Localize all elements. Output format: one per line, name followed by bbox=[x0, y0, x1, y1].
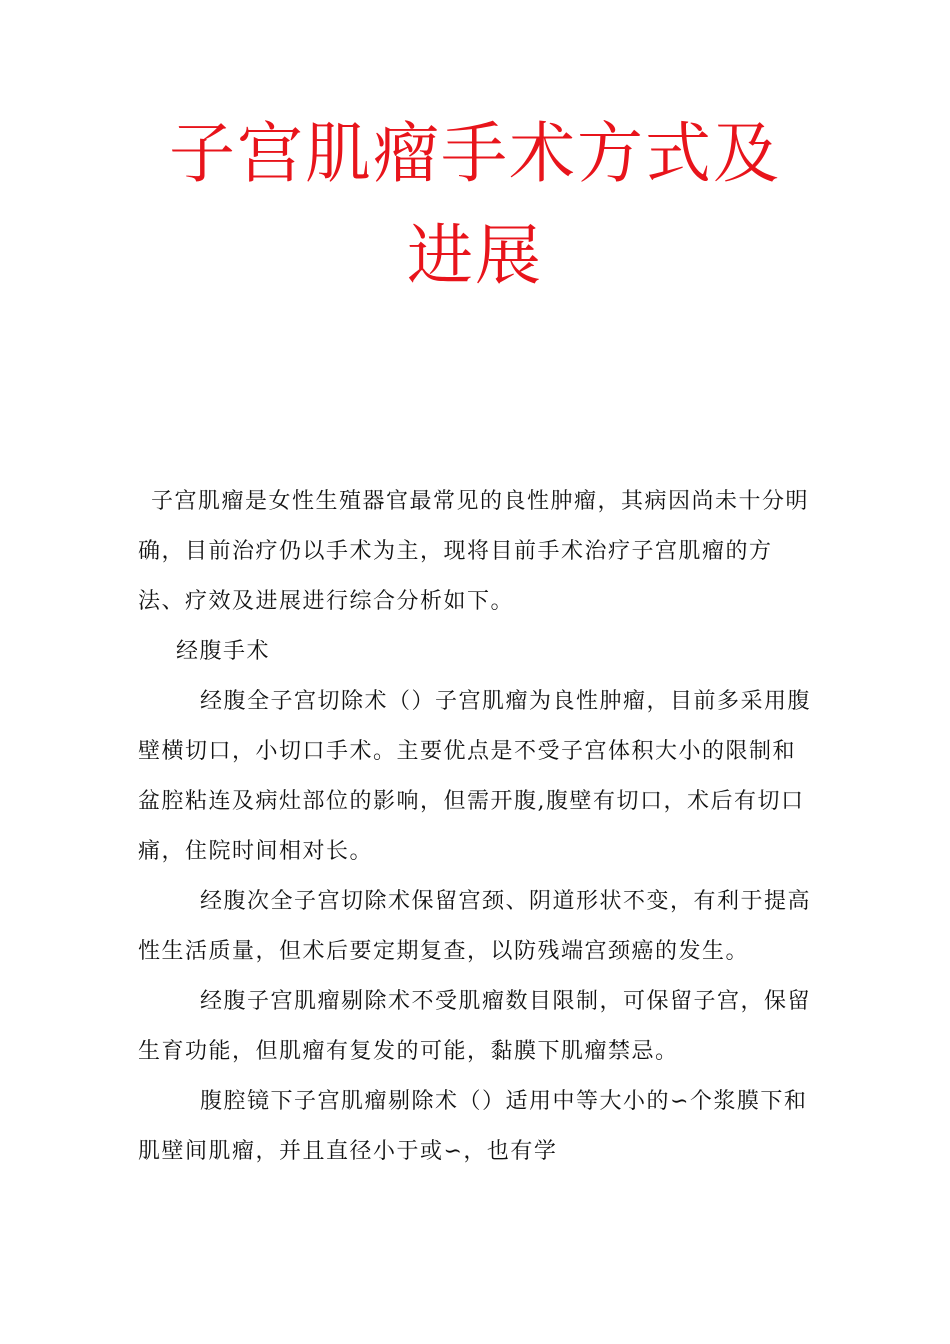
document-title-line-2: 进展 bbox=[407, 217, 543, 294]
document-title-line-1: 子宫肌瘤手术方式及 bbox=[169, 115, 781, 192]
paragraph-laparoscopic-myomectomy: 腹腔镜下子宫肌瘤剔除术（）适用中等大小的∽个浆膜下和肌壁间肌瘤，并且直径小于或∽，也有学 bbox=[138, 1089, 808, 1164]
section-heading: 经腹手术 bbox=[176, 639, 271, 664]
intro-paragraph: 子宫肌瘤是女性生殖器官最常见的良性肿瘤，其病因尚未十分明确，目前治疗仍以手术为主，现将目前手术治疗子宫肌瘤的方法、疗效及进展进行综合分析如下。 bbox=[138, 489, 810, 614]
paragraph-myomectomy: 经腹子宫肌瘤剔除术不受肌瘤数目限制，可保留子宫，保留生育功能，但肌瘤有复发的可能，黏膜下肌瘤禁忌。 bbox=[138, 989, 812, 1064]
paragraph-subtotal-hysterectomy: 经腹次全子宫切除术保留宫颈、阴道形状不变，有利于提高性生活质量，但术后要定期复查，以防残端宫颈癌的发生。 bbox=[138, 889, 812, 964]
paragraph-total-hysterectomy: 经腹全子宫切除术（）子宫肌瘤为良性肿瘤，目前多采用腹壁横切口，小切口手术。主要优点是不受子宫体积大小的限制和盆腔粘连及病灶部位的影响，但需开腹,腹壁有切口，术后有切口痛，住院时间相对长。 bbox=[138, 689, 812, 864]
